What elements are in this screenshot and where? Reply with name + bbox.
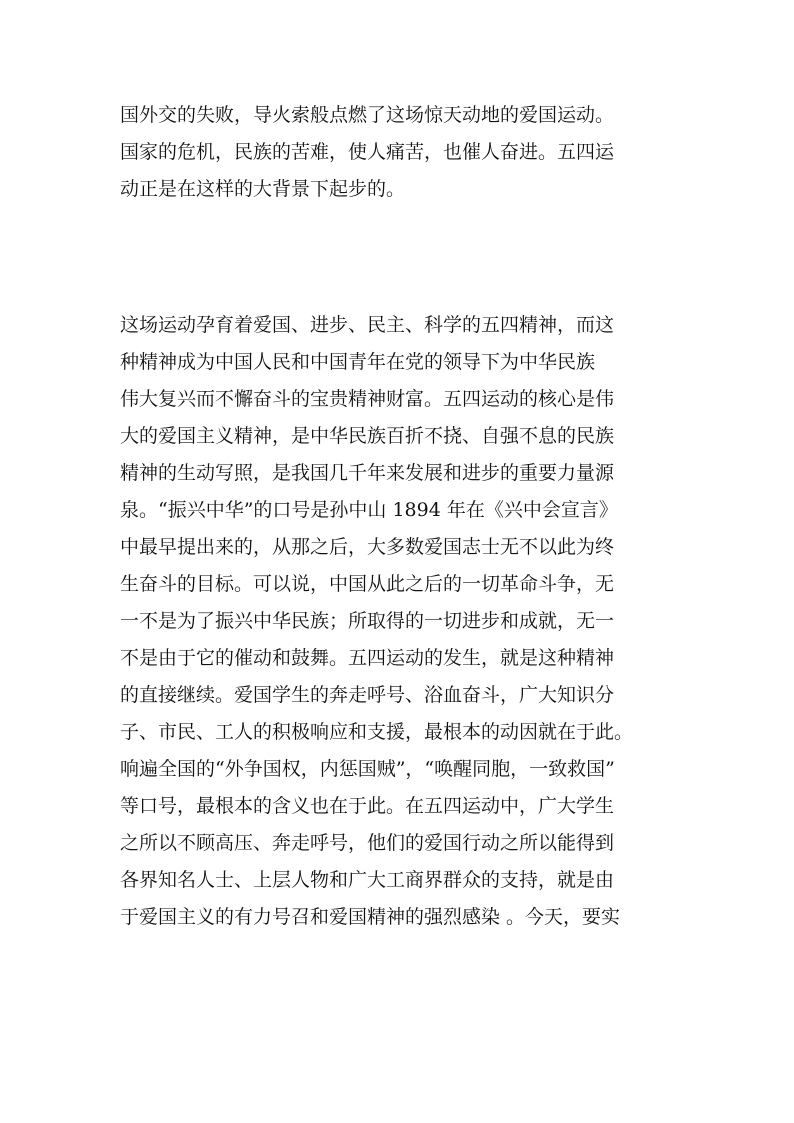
text-line: 生奋斗的目标。可以说，中国从此之后的一切革命斗争，无: [120, 573, 615, 595]
text-line: 泉。“振兴中华”的口号是孙中山 1894 年在《兴中会宣言》: [120, 499, 618, 521]
text-line: 之所以不顾高压、奔走呼号，他们的爱国行动之所以能得到: [120, 832, 615, 854]
paragraph-1: [120, 97, 680, 208]
text-line: 各界知名人士、上层人物和广大工商界群众的支持，就是由: [120, 869, 615, 891]
text-line: 响遍全国的“外争国权，内惩国贼”，“唤醒同胞，一致救国”: [120, 758, 615, 780]
text-line: 种精神成为中国人民和中国青年在党的领导下为中华民族: [120, 351, 596, 373]
text-line: 子、市民、工人的积极响应和支援，最根本的动因就在于此。: [120, 721, 634, 743]
text-line: 中最早提出来的，从那之后，大多数爱国志士无不以此为终: [120, 536, 615, 558]
text-line: 的直接继续。爱国学生的奔走呼号、浴血奋斗，广大知识分: [120, 684, 615, 706]
text-line: 伟大复兴而不懈奋斗的宝贵精神财富。五四运动的核心是伟: [120, 388, 615, 410]
text-line: 动正是在这样的大背景下起步的。: [120, 178, 406, 200]
text-line: 大的爱国主义精神，是中华民族百折不挠、自强不息的民族: [120, 425, 615, 447]
text-line: 这场运动孕育着爱国、进步、民主、科学的五四精神，而这: [120, 314, 615, 336]
text-line: 国外交的失败，导火索般点燃了这场惊天动地的爱国运动。: [120, 104, 615, 126]
text-line: 不是由于它的催动和鼓舞。五四运动的发生，就是这种精神: [120, 647, 615, 669]
text-line: 一不是为了振兴中华民族；所取得的一切进步和成就，无一: [120, 610, 615, 632]
paragraph-2: [120, 307, 680, 936]
text-line: 精神的生动写照，是我国几千年来发展和进步的重要力量源: [120, 462, 615, 484]
text-line: 等口号，最根本的含义也在于此。在五四运动中，广大学生: [120, 795, 615, 817]
text-line: 于爱国主义的有力号召和爱国精神的强烈感染 。今天，要实: [120, 906, 621, 928]
text-line: 国家的危机，民族的苦难，使人痛苦，也催人奋进。五四运: [120, 141, 615, 163]
